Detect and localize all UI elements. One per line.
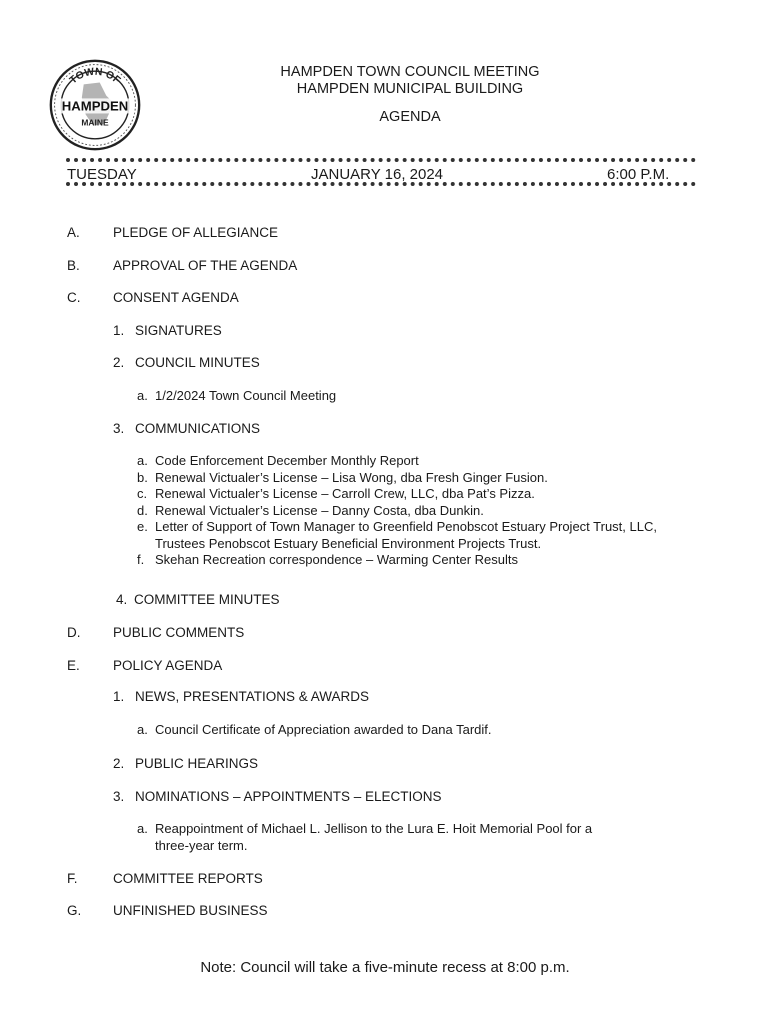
building-title: HAMPDEN MUNICIPAL BUILDING <box>296 81 524 97</box>
section-d-title: PUBLIC COMMENTS <box>113 625 245 640</box>
sub-item-continuation: three-year term. <box>155 837 248 853</box>
nominations-list <box>137 821 717 854</box>
recess-note: Note: Council will take a five-minute recess at 8:00 p.m. <box>200 959 570 976</box>
town-seal-logo <box>48 58 142 152</box>
sub-item: a. Code Enforcement December Monthly Report <box>137 453 419 468</box>
sub-item: d. Renewal Victualer’s License – Danny Costa, dba Dunkin. <box>137 502 484 518</box>
svg-text:MAINE: MAINE <box>81 117 109 128</box>
agenda-item-signatures: 1. SIGNATURES <box>113 323 222 338</box>
agenda-item-public-hearings: 2. PUBLIC HEARINGS <box>113 756 259 771</box>
section-f-title: COMMITTEE REPORTS <box>113 871 263 886</box>
agenda-item-committee-minutes: 4. COMMITTEE MINUTES <box>116 592 280 607</box>
sub-item: a. Council Certificate of Appreciation awarded to Dana Tardif. <box>137 722 492 737</box>
section-d-letter: D. <box>67 625 81 640</box>
section-e-letter: E. <box>67 658 80 673</box>
dotted-divider-top <box>66 158 696 162</box>
section-c-letter: C. <box>67 290 81 305</box>
sub-item: c. Renewal Victualer’s License – Carroll Crew, LLC, dba Pat’s Pizza. <box>137 486 535 501</box>
section-e-title: POLICY AGENDA <box>113 658 223 673</box>
dotted-divider-bottom <box>66 182 696 186</box>
agenda-title: AGENDA <box>379 109 441 125</box>
agenda-item-communications: 3. COMMUNICATIONS <box>113 421 260 436</box>
meeting-time: 6:00 P.M. <box>607 166 670 183</box>
agenda-item-council-minutes: 2. COUNCIL MINUTES <box>113 355 260 370</box>
section-g-letter: G. <box>67 903 82 918</box>
section-c-title: CONSENT AGENDA <box>113 290 239 305</box>
meeting-date: JANUARY 16, 2024 <box>311 166 444 183</box>
agenda-item-nominations: 3. NOMINATIONS – APPOINTMENTS – ELECTIONS <box>113 789 442 804</box>
section-f-letter: F. <box>67 871 78 886</box>
section-b-title: APPROVAL OF THE AGENDA <box>113 258 298 273</box>
sub-item: b. Renewal Victualer’s License – Lisa Wong, dba Fresh Ginger Fusion. <box>137 469 548 485</box>
communications-list <box>137 453 717 569</box>
section-b-letter: B. <box>67 258 80 273</box>
agenda-item-news-awards: 1. NEWS, PRESENTATIONS & AWARDS <box>113 689 370 704</box>
sub-item: a. 1/2/2024 Town Council Meeting <box>137 388 337 403</box>
sub-item: a. Reappointment of Michael L. Jellison to the Lura E. Hoit Memorial Pool for a <box>137 821 593 836</box>
sub-item-continuation: Trustees Penobscot Estuary Beneficial Environment Projects Trust. <box>155 535 542 551</box>
section-g-title: UNFINISHED BUSINESS <box>113 903 268 918</box>
section-a-title: PLEDGE OF ALLEGIANCE <box>113 225 279 240</box>
section-a-letter: A. <box>67 225 80 240</box>
svg-text:HAMPDEN: HAMPDEN <box>61 98 129 114</box>
sub-item: f. Skehan Recreation correspondence – Warming Center Results <box>137 552 518 567</box>
meeting-day: TUESDAY <box>67 166 137 183</box>
svg-text:TOWN OF: TOWN OF <box>67 66 123 87</box>
council-meeting-title: HAMPDEN TOWN COUNCIL MEETING <box>280 64 540 80</box>
sub-item: e. Letter of Support of Town Manager to Greenfield Penobscot Estuary Project Trust, LLC, <box>137 519 657 534</box>
